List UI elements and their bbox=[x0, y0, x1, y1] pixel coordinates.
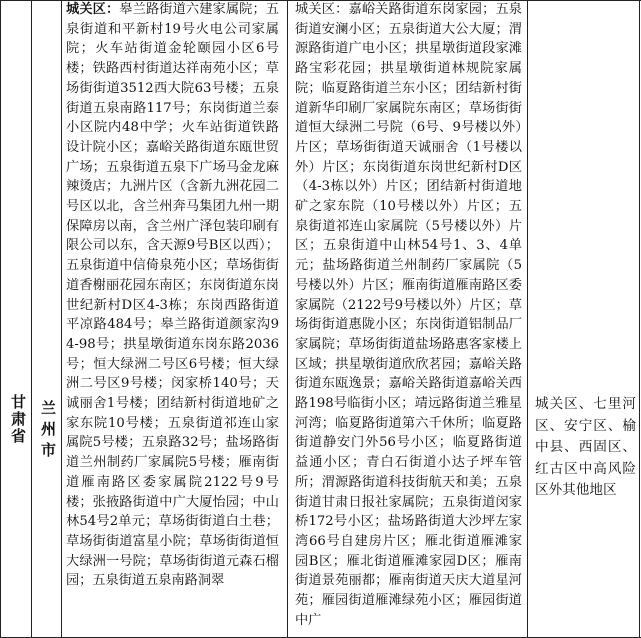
province-cell: 甘肃省 bbox=[9, 394, 27, 445]
city-cell: 兰州市 bbox=[39, 400, 57, 463]
column-divider-3 bbox=[287, 0, 288, 638]
high-risk-area-cell bbox=[66, 0, 279, 591]
column-divider-4 bbox=[527, 0, 528, 638]
high-risk-area-text: 皋兰路街道六建家属院；五泉街道和平新村19号火电公司家属院；火车站街道金轮颐园小区6号楼；铁路西村街道达祥南苑小区；草场街街道3512西大院63号楼；五泉街道五泉南路117号；东岗街道兰泰小区院内48中学；火车站街道铁路设计院小区；嘉峪关路街道东瓯世贸广场；五泉街道五泉下广场马金龙麻辣烫店；九洲片区（含新九洲花园二号区以北，含兰州奔马集团九州一期保障房以南，含兰州广泽包装印刷有限公司以东，含天源9号B区以西）；五泉街道中信倚泉苑小区；草场街街道香榭丽花园东南区；东岗街道东岗世纪新村D区4-3栋；东岗西路街道平凉路484号；皋兰路街道颜家沟94-98号；拱星墩街道东岗东路2036号；恒大绿洲二号区6号楼；恒大绿洲二号区9号楼；闵家桥140号；天诚丽舍1号楼；团结新村街道地矿之家东院10号楼；五泉街道祁连山家属院5号楼；五泉路32号；盐场路街道兰州制药厂家属院5号楼；雁南街道雁南路区委家属院2122号9号楼；张掖路街道中广大厦怡园；中山林54号2单元；草场街街道白土巷；草场街街道富星小院；草场街街道恒大绿洲一号院；草场街街道元森石榴园；五泉街道五泉南路洞翠 bbox=[66, 2, 280, 589]
table-border-left bbox=[0, 0, 1, 638]
district-label: 城关区： bbox=[66, 2, 120, 17]
column-divider-2 bbox=[61, 0, 62, 638]
column-divider-1 bbox=[31, 0, 32, 638]
table-border-right bbox=[639, 0, 640, 638]
medium-risk-area-cell: 城关区：嘉峪关路街道东岗家园；五泉街道安澜小区；五泉街道大公大厦；渭源路街道广电小区；拱星墩街道段家滩路宝彩花园；拱星墩街道林规院家属院；临夏路街道兰东小区；团结新村街道新华印刷厂家属院东南区；草场街街道恒大绿洲二号院（6号、9号楼以外）片区；草场街街道天诚丽舍（1号楼以外）片区；东岗街道东岗世纪新村D区（4-3栋以外）片区；团结新村街道地矿之家东院（10号楼以外）片区；五泉街道祁连山家属院（5号楼以外）片区；五泉街道中山林54号1、3、4单元；盐场路街道兰州制药厂家属院（5号楼以外）片区；雁南街道雁南路区委家属院（2122号9号楼以外）片区；草场街街道惠陇小区；东岗街道铝制品厂家属院；草场街街道盐场路惠客家楼上区域；拱星墩街道欣欣茗园；嘉峪关路街道东瓯逸景；嘉峪关路街道嘉峪关西路198号临街小区；靖远路街道兰雅星河湾；临夏路街道第六千休所；临夏路街道静安门外56号小区；临夏路街道益通小区；青白石街道小达子坪车管所；渭源路街道科技街航天和美；五泉街道甘肃日报社家属院；五泉街道闵家桥172号小区；盐场路街道大沙坪左家湾66号自建房片区；雁北街道雁滩家园B区；雁北街道雁滩家园D区；雁南街道景苑丽都；雁南街道天庆大道星河苑；雁园街道雁滩绿苑小区；雁园街道中广 bbox=[295, 2, 522, 628]
low-risk-area-cell: 城关区、七里河区、安宁区、榆中县、西固区、红古区中高风险区外其他地区 bbox=[535, 396, 636, 498]
